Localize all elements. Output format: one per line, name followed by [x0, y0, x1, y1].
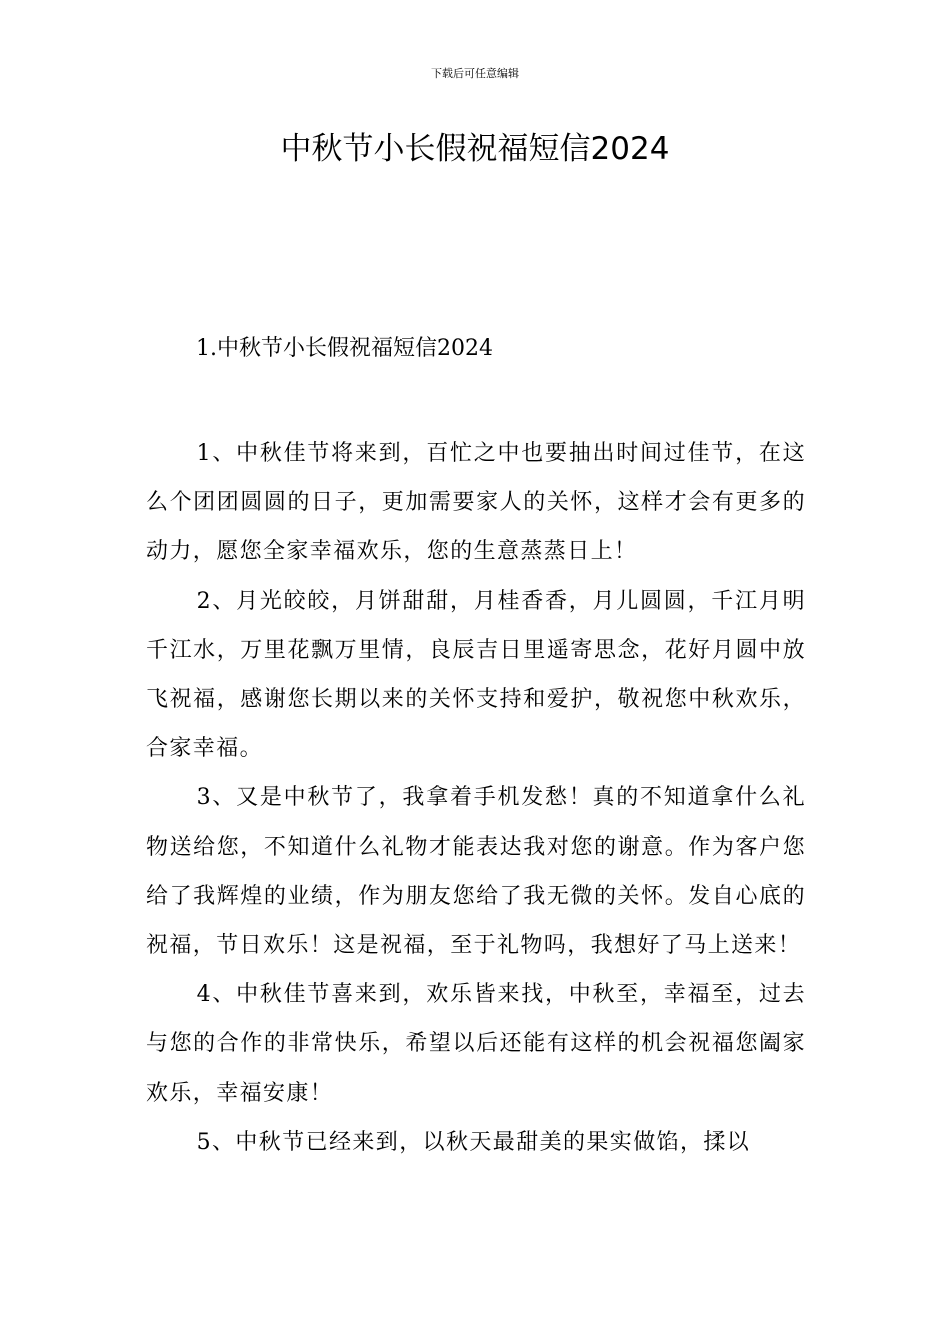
paragraph-5: 5、中秋节已经来到，以秋天最甜美的果实做馅，揉以	[196, 1129, 751, 1155]
body-text	[146, 429, 806, 1167]
paragraph-2: 2、月光皎皎，月饼甜甜，月桂香香，月儿圆圆，千江月明千江水，万里花飘万里情，良辰吉日里遥寄思念，花好月圆中放飞祝福，感谢您长期以来的关怀支持和爱护，敬祝您中秋欢乐，合家幸福。	[146, 588, 806, 762]
paragraph-4: 4、中秋佳节喜来到，欢乐皆来找，中秋至，幸福至，过去与您的合作的非常快乐，希望以后还能有这样的机会祝福您阖家欢乐，幸福安康！	[146, 982, 806, 1106]
paragraph-3: 3、又是中秋节了，我拿着手机发愁！真的不知道拿什么礼物送给您，不知道什么礼物才能表达我对您的谢意。作为客户您给了我辉煌的业绩，作为朋友您给了我无微的关怀。发自心底的祝福，节日欢乐！这是祝福，至于礼物吗，我想好了马上送来！	[146, 785, 806, 959]
document-title: 中秋节小长假祝福短信2024	[280, 131, 670, 167]
paragraph-1: 1、中秋佳节将来到，百忙之中也要抽出时间过佳节，在这么个团团圆圆的日子，更加需要家人的关怀，这样才会有更多的动力，愿您全家幸福欢乐，您的生意蒸蒸日上！	[146, 441, 806, 565]
section-heading: 1.中秋节小长假祝福短信2024	[196, 336, 493, 361]
header-note: 下载后可任意编辑	[431, 67, 519, 80]
